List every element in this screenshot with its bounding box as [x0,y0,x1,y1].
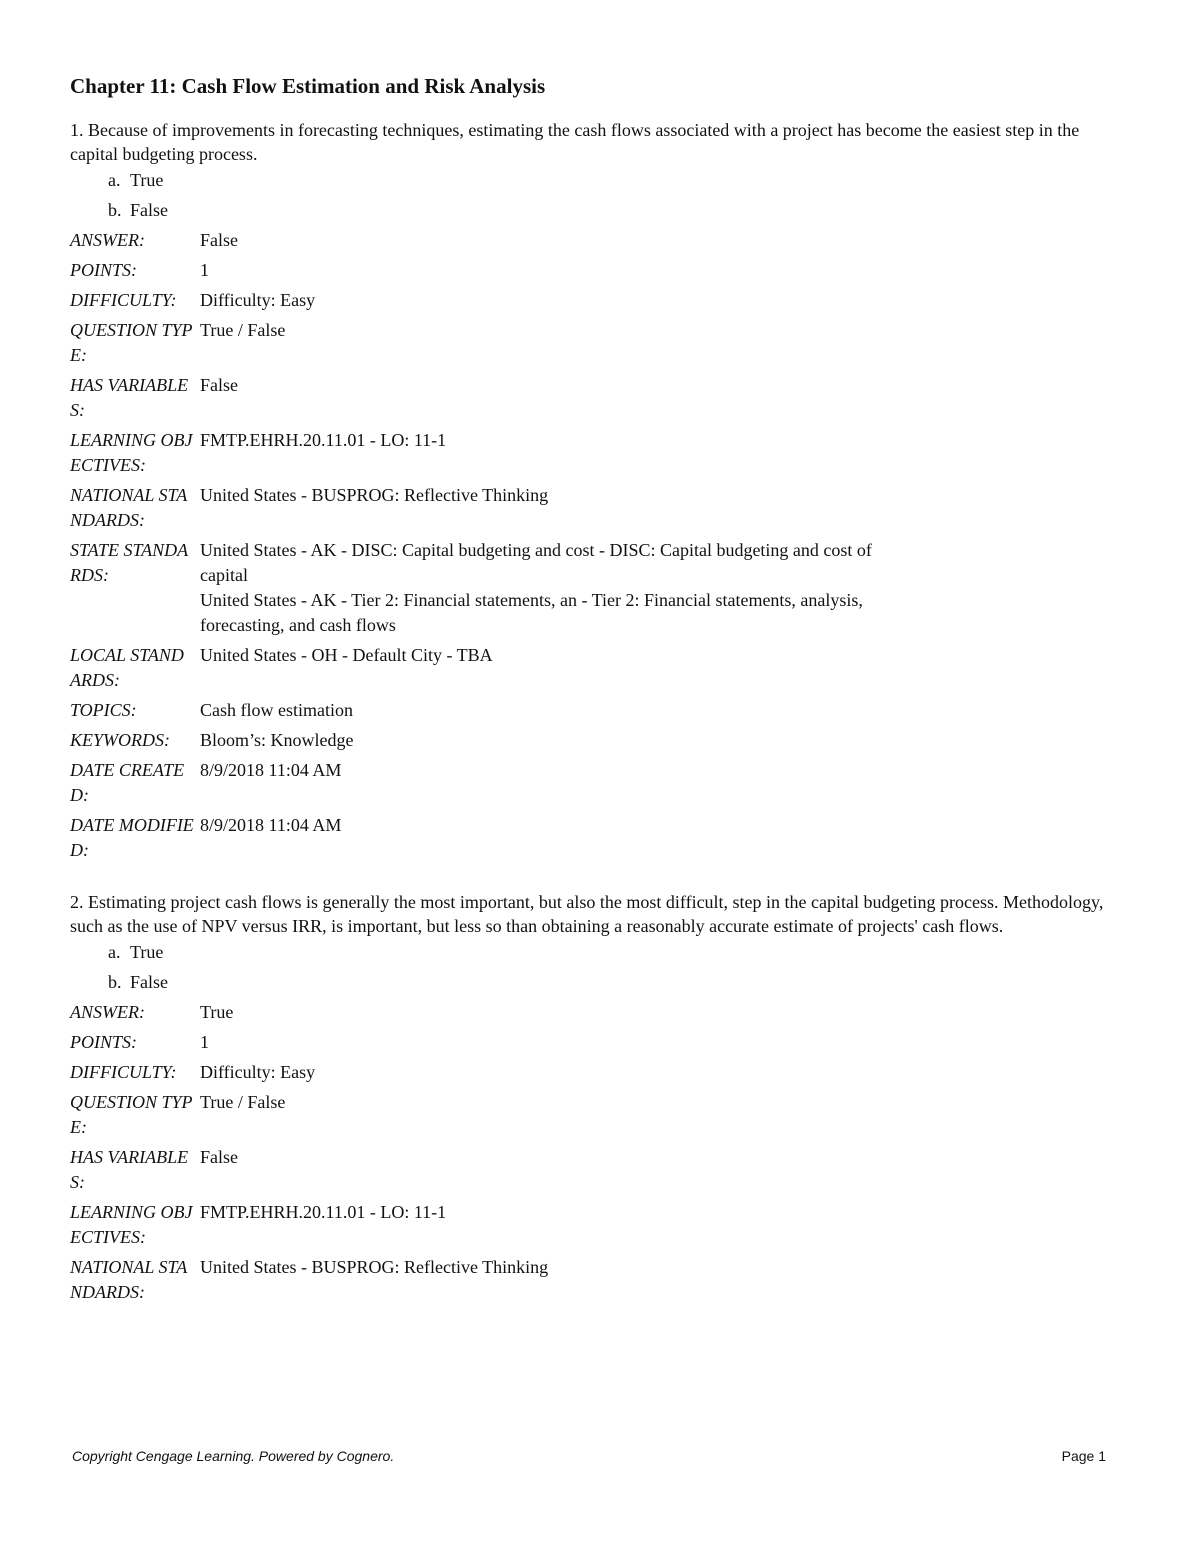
meta-learning-objectives [70,1200,1130,1250]
answer-options [70,168,1130,223]
question-metadata [70,1000,1130,1305]
option-text: False [130,200,168,220]
meta-points [70,258,1130,283]
chapter-title: Chapter 11: Cash Flow Estimation and Risk Analysis [70,74,546,98]
meta-topics [70,698,1130,723]
option-letter: b. [108,972,122,992]
meta-has-variables [70,373,1130,423]
page-number: Page 1 [1061,1448,1106,1464]
meta-value: True [200,1002,234,1022]
option-a [108,168,1130,193]
meta-answer [70,1000,1130,1025]
meta-national-standards [70,1255,1130,1305]
meta-value: Bloom’s: Knowledge [200,730,354,750]
meta-label: ANSWER: [70,230,145,250]
meta-difficulty [70,1060,1130,1085]
meta-date-created [70,758,1130,808]
meta-label: QUESTION TYPE: [70,1092,193,1137]
meta-local-standards [70,643,1130,693]
meta-value: FMTP.EHRH.20.11.01 - LO: 11-1 [200,1202,447,1222]
meta-value: FMTP.EHRH.20.11.01 - LO: 11-1 [200,430,447,450]
meta-value: Difficulty: Easy [200,1062,316,1082]
meta-value: United States - OH - Default City - TBA [200,645,493,665]
meta-national-standards [70,483,1130,533]
meta-label: LEARNING OBJECTIVES: [70,430,193,475]
option-text: True [130,170,164,190]
question-body: Estimating project cash flows is generally the most important, but also the most difficult, step in the capital budgeting process. Methodology, such as the use of NPV versus IRR, is important, but less so than obtaining a reasonably accurate estimate of projects' cash flows. [70,892,1104,936]
meta-label: LEARNING OBJECTIVES: [70,1202,193,1247]
meta-label: ANSWER: [70,1002,145,1022]
question-body: Because of improvements in forecasting techniques, estimating the cash flows associated with a project has become the easiest step in the capital budgeting process. [70,120,1080,164]
meta-value: Difficulty: Easy [200,290,316,310]
answer-options [70,940,1130,995]
meta-value [200,538,920,638]
meta-label: KEYWORDS: [70,730,170,750]
meta-state-standards [70,538,1130,638]
meta-label: STATE STANDARDS: [70,540,189,585]
question-2 [70,890,1130,1305]
copyright-notice: Copyright Cengage Learning. Powered by Cognero. [72,1448,395,1464]
meta-label: DIFFICULTY: [70,1062,177,1082]
meta-value: United States - BUSPROG: Reflective Thinking [200,485,549,505]
meta-label: DATE CREATED: [70,760,185,805]
meta-label: LOCAL STANDARDS: [70,645,184,690]
meta-learning-objectives [70,428,1130,478]
meta-value: 1 [200,1032,209,1052]
question-number: 1. [70,120,84,140]
meta-label: DIFFICULTY: [70,290,177,310]
question-2-text [70,890,1130,938]
meta-label: TOPICS: [70,700,137,720]
state-standard-2: United States - AK - Tier 2: Financial statements, an - Tier 2: Financial statements, analysis, forecasting, and cash flows [200,590,863,635]
meta-value: False [200,375,238,395]
question-metadata [70,228,1130,863]
option-letter: b. [108,200,122,220]
state-standard-1: United States - AK - DISC: Capital budgeting and cost - DISC: Capital budgeting and cost of capital [200,540,872,585]
meta-label: POINTS: [70,1032,137,1052]
meta-label: POINTS: [70,260,137,280]
meta-question-type [70,318,1130,368]
question-separator [70,868,1130,890]
option-letter: a. [108,942,121,962]
meta-value: 1 [200,260,209,280]
option-text: True [130,942,164,962]
meta-label: HAS VARIABLES: [70,375,189,420]
meta-value: True / False [200,1092,286,1112]
meta-answer [70,228,1130,253]
page-footer [72,1446,1106,1466]
meta-has-variables [70,1145,1130,1195]
meta-value: Cash flow estimation [200,700,353,720]
meta-label: HAS VARIABLES: [70,1147,189,1192]
meta-value: United States - BUSPROG: Reflective Thinking [200,1257,549,1277]
meta-keywords [70,728,1130,753]
option-letter: a. [108,170,121,190]
meta-label: QUESTION TYPE: [70,320,193,365]
meta-date-modified [70,813,1130,863]
meta-value: 8/9/2018 11:04 AM [200,760,342,780]
question-1-text [70,118,1130,166]
meta-value: False [200,1147,238,1167]
meta-difficulty [70,288,1130,313]
option-text: False [130,972,168,992]
document-page [70,72,1130,1310]
meta-label: DATE MODIFIED: [70,815,194,860]
meta-question-type [70,1090,1130,1140]
meta-value: 8/9/2018 11:04 AM [200,815,342,835]
question-1 [70,118,1130,863]
option-b [108,970,1130,995]
meta-value: False [200,230,238,250]
question-number: 2. [70,892,84,912]
meta-label: NATIONAL STANDARDS: [70,1257,188,1302]
option-b [108,198,1130,223]
meta-value: True / False [200,320,286,340]
option-a [108,940,1130,965]
meta-points [70,1030,1130,1055]
meta-label: NATIONAL STANDARDS: [70,485,188,530]
